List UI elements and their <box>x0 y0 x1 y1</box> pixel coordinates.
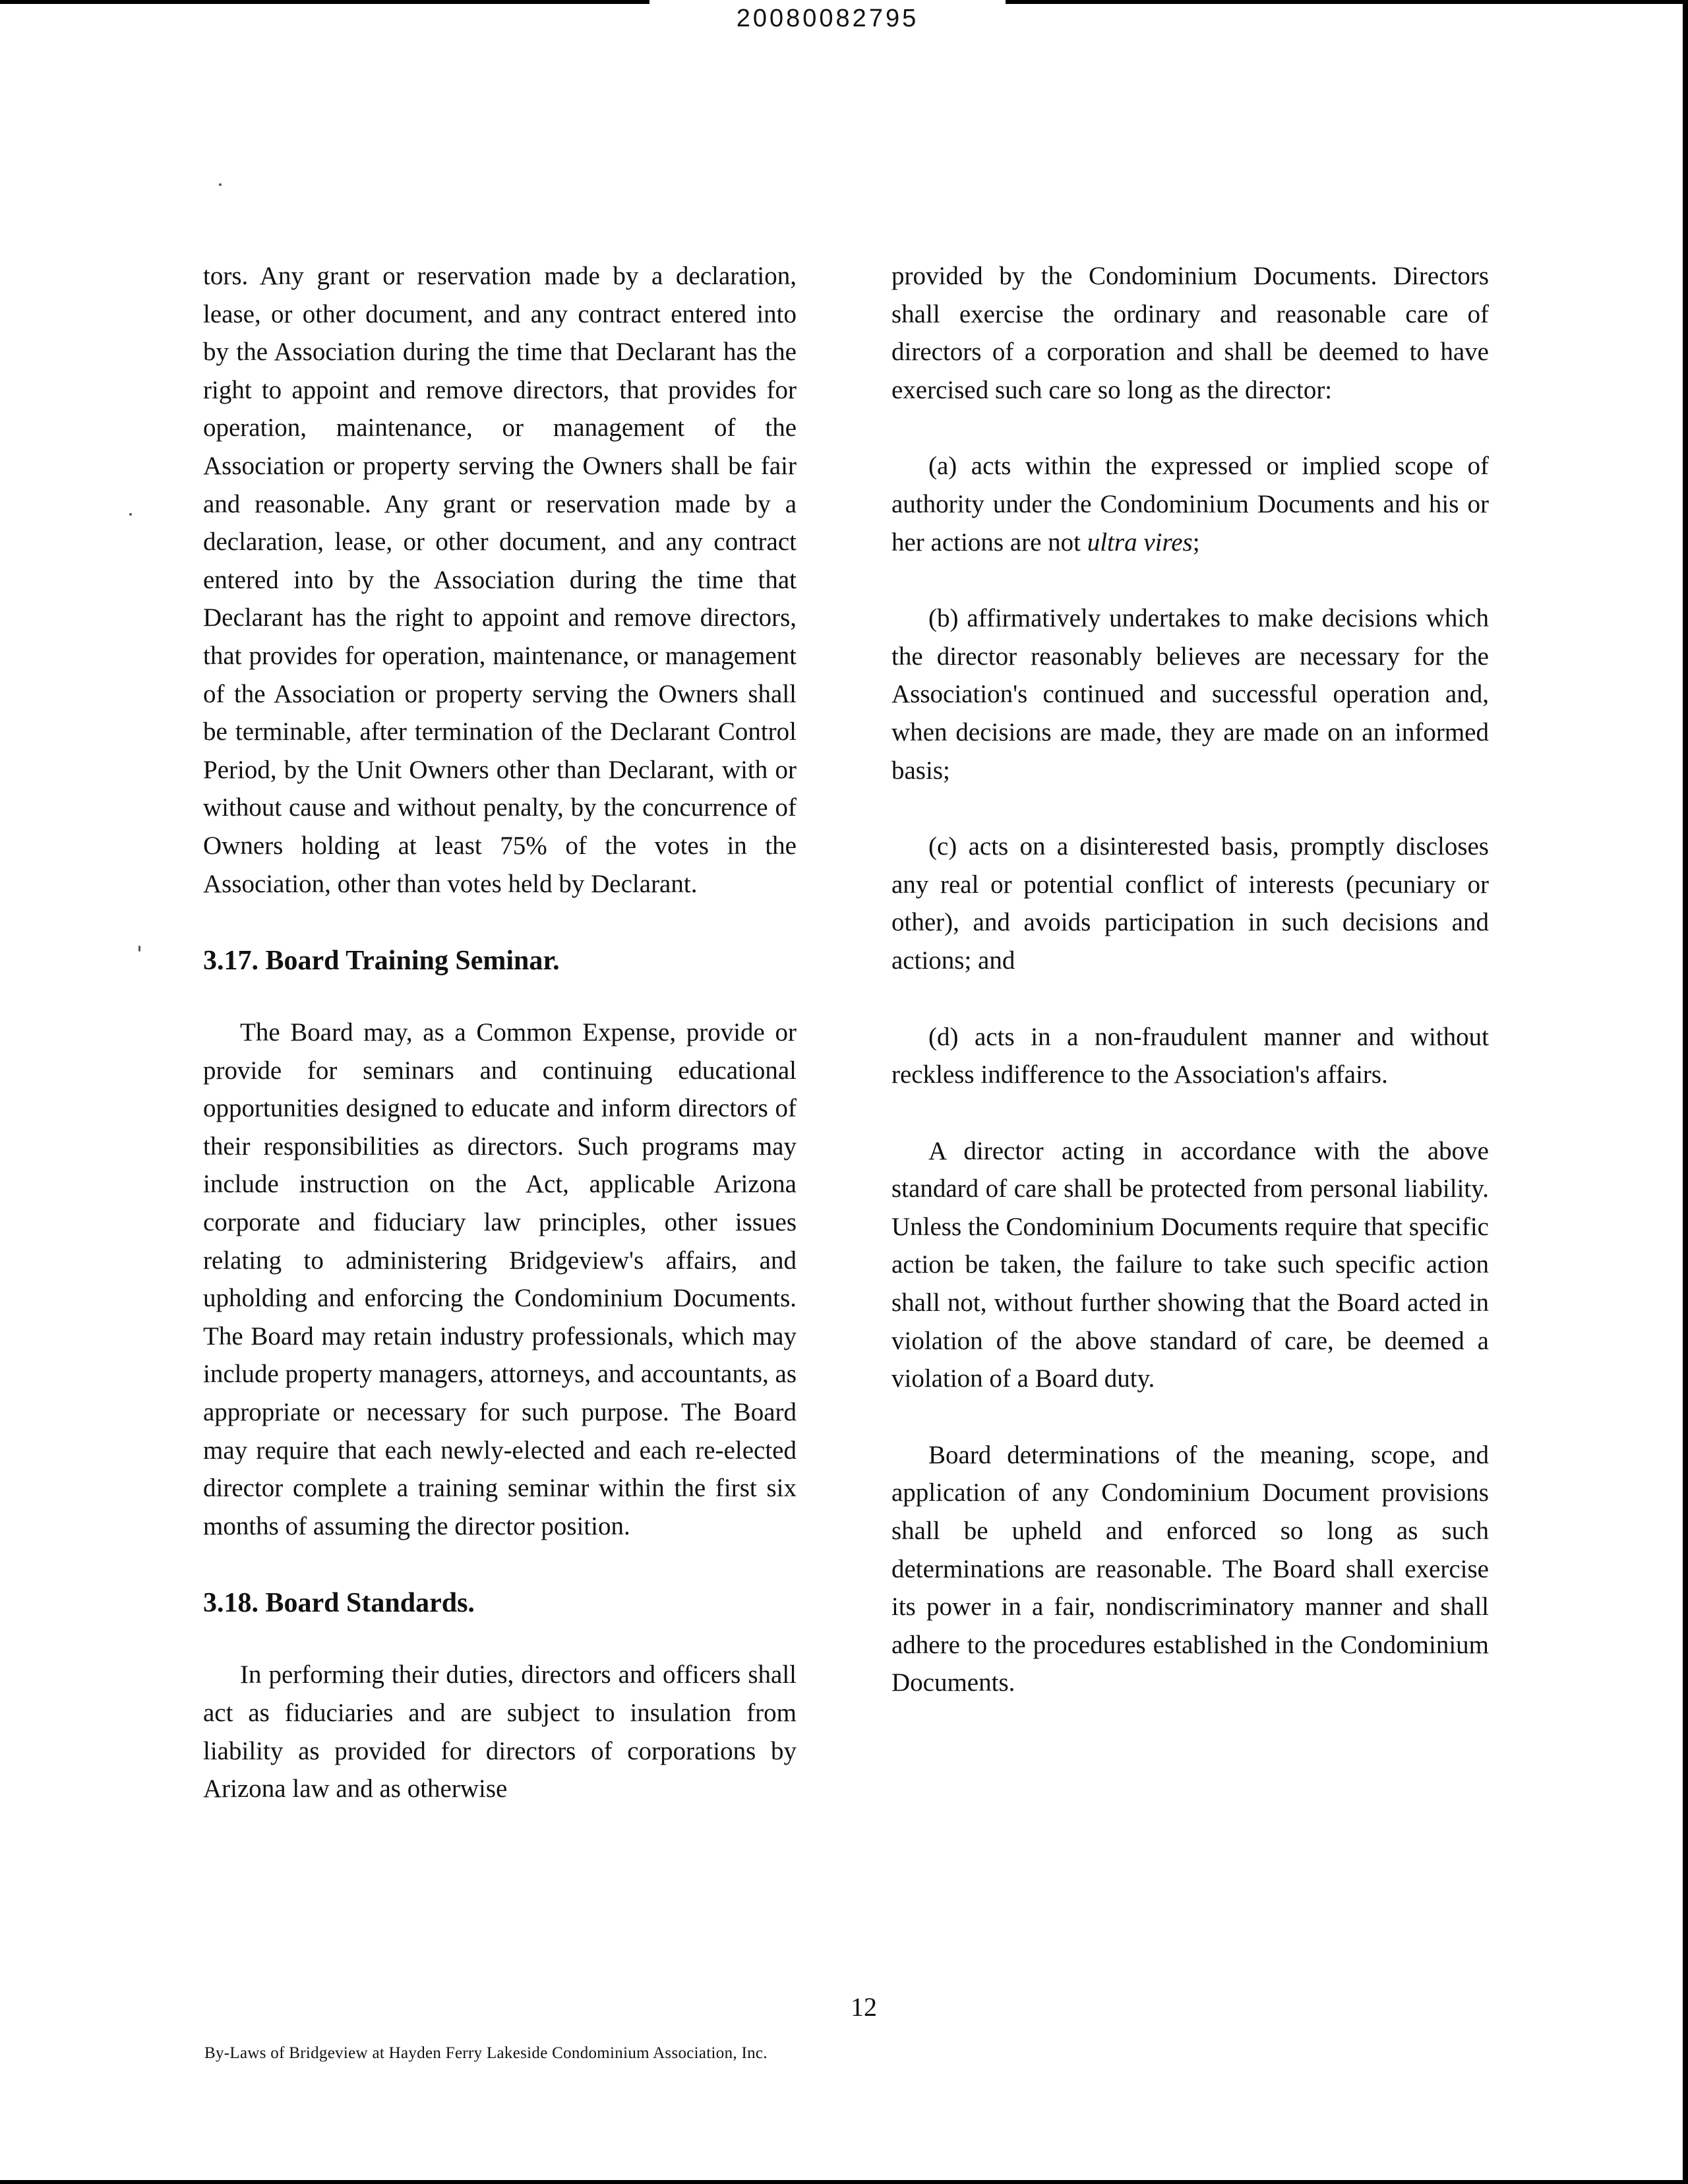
list-item-b: (b) affirmatively undertakes to make decisions which the director reasonably believes are necessary for the Association's continued and successful operation and, when decisions are made, they are made on an informed basis; <box>891 604 1489 785</box>
right-column <box>891 257 1489 1740</box>
footer-caption: By-Laws of Bridgeview at Hayden Ferry Lakeside Condominium Association, Inc. <box>204 2044 768 2062</box>
scan-speck <box>219 183 222 186</box>
list-item-a-end: ; <box>1192 528 1200 557</box>
right-continuation-paragraph: provided by the Condominium Documents. Directors shall exercise the ordinary and reasonable care of directors of a corporation and shall be deemed to have exercised such care so long as the director: <box>891 262 1489 404</box>
section-heading-3-17: 3.17. Board Training Seminar. <box>203 946 560 977</box>
scan-speck <box>138 946 140 952</box>
section-3-17-paragraph: The Board may, as a Common Expense, provide or provide for seminars and continuing educational opportunities designed to educate and inform directors of their responsibilities as directors. Such programs may include instruction on the Act, applicable Arizona corporate and fiduciary law principles, other issues relating to administering Bridgeview's affairs, and upholding and enforcing the Condominium Documents. The Board may retain industry professionals, which may include property managers, attorneys, and accountants, as appropriate or necessary for such purpose. The Board may require that each newly-elected and each re-elected director complete a training seminar within the first six months of assuming the director position. <box>203 1018 797 1540</box>
determinations-paragraph: Board determinations of the meaning, scope, and application of any Condominium Document provisions shall be upheld and enforced so long as such determinations are reasonable. The Board shall exercise its power in a fair, nondiscriminatory manner and shall adhere to the procedures established in the Condominium Documents. <box>891 1440 1489 1697</box>
scan-speck <box>129 513 132 516</box>
page-number: 12 <box>851 1992 877 2022</box>
list-item-a <box>891 447 1489 561</box>
left-continuation-paragraph: tors. Any grant or reservation made by a declaration, lease, or other document, and any contract entered into by the Association during the time that Declarant has the right to appoint and remove directors, that provides for operation, maintenance, or management of the Association or property serving the Owners shall be fair and reasonable. Any grant or reservation made by a declaration, lease, or other document, and any contract entered into by the Association during the time that Declarant has the right to appoint and remove directors, that provides for operation, maintenance, or management of the Association or property serving the Owners shall be terminable, after termination of the Declarant Control Period, by the Unit Owners other than Declarant, with or without cause and without penalty, by the concurrence of Owners holding at least 75% of the votes in the Association, other than votes held by Declarant. <box>203 262 797 898</box>
ultra-vires-term: ultra vires <box>1087 528 1193 557</box>
header-rule-left <box>0 0 649 4</box>
scan-border-bottom <box>0 2180 1688 2184</box>
header-rule-right <box>1006 0 1688 4</box>
list-item-c: (c) acts on a disinterested basis, promptly discloses any real or potential conflict of interests (pecuniary or other), and avoids participation in such decisions and actions; and <box>891 832 1489 975</box>
section-heading-3-18: 3.18. Board Standards. <box>203 1588 475 1619</box>
list-item-d: (d) acts in a non-fraudulent manner and without reckless indifference to the Association's affairs. <box>891 1022 1489 1089</box>
liability-paragraph: A director acting in accordance with the above standard of care shall be protected from personal liability. Unless the Condominium Documents require that specific action be taken, the failure to take such specific action shall not, without further showing that the Board acted in violation of the above standard of care, be deemed a violation of a Board duty. <box>891 1136 1489 1393</box>
document-number: 20080082795 <box>736 5 919 32</box>
section-3-18-paragraph: In performing their duties, directors and officers shall act as fiduciaries and are subject to insulation from liability as provided for directors of corporations by Arizona law and as otherwise <box>203 1660 797 1804</box>
list-item-a-text: (a) acts within the expressed or implied scope of authority under the Condominium Documents and his or her actions are not <box>891 452 1489 557</box>
scan-border-right <box>1683 0 1688 2184</box>
left-column <box>203 257 797 1846</box>
